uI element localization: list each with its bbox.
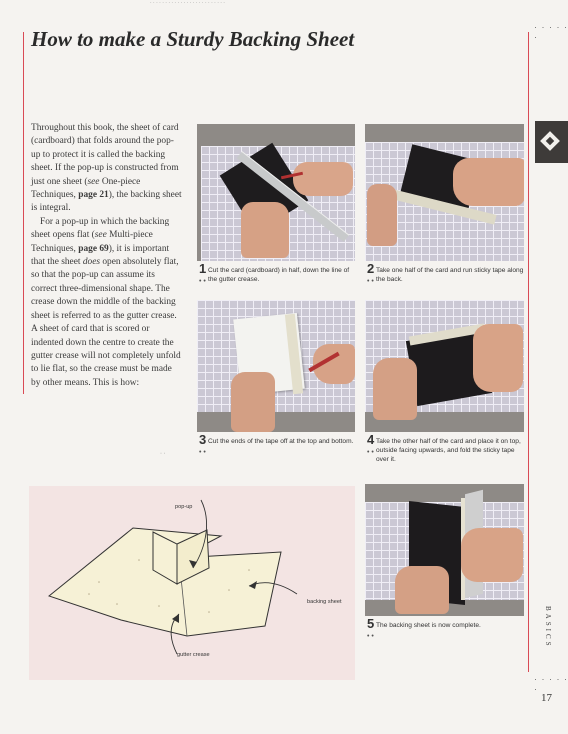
step-text: Cut the ends of the tape off at the top and bottom. — [208, 438, 354, 445]
step-2-caption — [367, 261, 525, 285]
intro-paragraph-2: For a pop-up in which the backing sheet opens flat (see Multi-piece Techniques, page 69), it is important that the sheet does open absolutely flat, so that the pop-up can assume its correct three-dimensional shape. The crease down the middle of the backing sheet is referred to as the gutter crease. A sheet of card that is scored or indented down the centre to create the gutter crease will not completely unfold to lie flat, so the crease must be made by other means. This is how: — [31, 216, 181, 388]
step-number: 3 — [199, 432, 207, 447]
backing-sheet-label: backing sheet — [307, 599, 342, 605]
top-dot-leader: · · · · · · — [534, 22, 568, 42]
backing-sheet-diagram — [29, 486, 355, 680]
step-marker: • • — [199, 278, 206, 285]
step-1-caption — [199, 261, 357, 285]
step-number: 2 — [367, 261, 375, 276]
diagram-illustration — [29, 486, 355, 680]
left-margin-rule — [23, 32, 24, 394]
step-3-photo — [197, 300, 355, 432]
step-4-photo — [365, 300, 524, 432]
step-text: Cut the card (cardboard) in half, down the line of the gutter crease. — [208, 267, 350, 283]
scan-speck: · · — [160, 451, 166, 457]
step-1-photo — [197, 124, 355, 261]
step-number: 4 — [367, 432, 375, 447]
step-marker: • • — [367, 633, 374, 640]
page-title: How to make a Sturdy Backing Sheet — [31, 27, 355, 51]
step-5-caption — [367, 616, 525, 640]
step-marker: • • — [199, 449, 206, 456]
right-margin-rule — [528, 32, 529, 672]
step-text: Take one half of the card and run sticky tape along the back. — [376, 267, 524, 283]
page-number: 17 — [541, 692, 552, 704]
step-3-caption — [199, 432, 357, 456]
popup-label: pop-up — [175, 504, 193, 510]
section-label: BASICS — [544, 606, 552, 649]
step-5-photo — [365, 484, 524, 616]
scan-artifact-text: · · · · · · · · · · · · · · · · · · · · · · · · · — [150, 0, 225, 5]
step-text: Take the other half of the card and place it on top, outside facing upwards, and fold the sticky tape over it. — [376, 438, 521, 463]
intro-paragraph-1: Throughout this book, the sheet of card (cardboard) that folds around the pop-up to protect it is called the backing sheet. If the pop-up is constructed from just one sheet (see One-piece Techniques, page 21), the backing sheet is integral. — [31, 123, 182, 214]
step-4-caption — [367, 432, 525, 464]
step-marker: • • — [367, 278, 374, 285]
step-number: 5 — [367, 616, 375, 631]
bottom-dot-leader: · · · · · · — [534, 674, 568, 694]
step-text: The backing sheet is now complete. — [376, 622, 481, 629]
step-number: 1 — [199, 261, 207, 276]
gutter-crease-label: gutter crease — [177, 652, 210, 658]
step-marker: • • — [367, 449, 374, 456]
section-tab — [535, 121, 568, 163]
intro-text — [31, 122, 183, 390]
step-2-photo — [365, 124, 524, 261]
